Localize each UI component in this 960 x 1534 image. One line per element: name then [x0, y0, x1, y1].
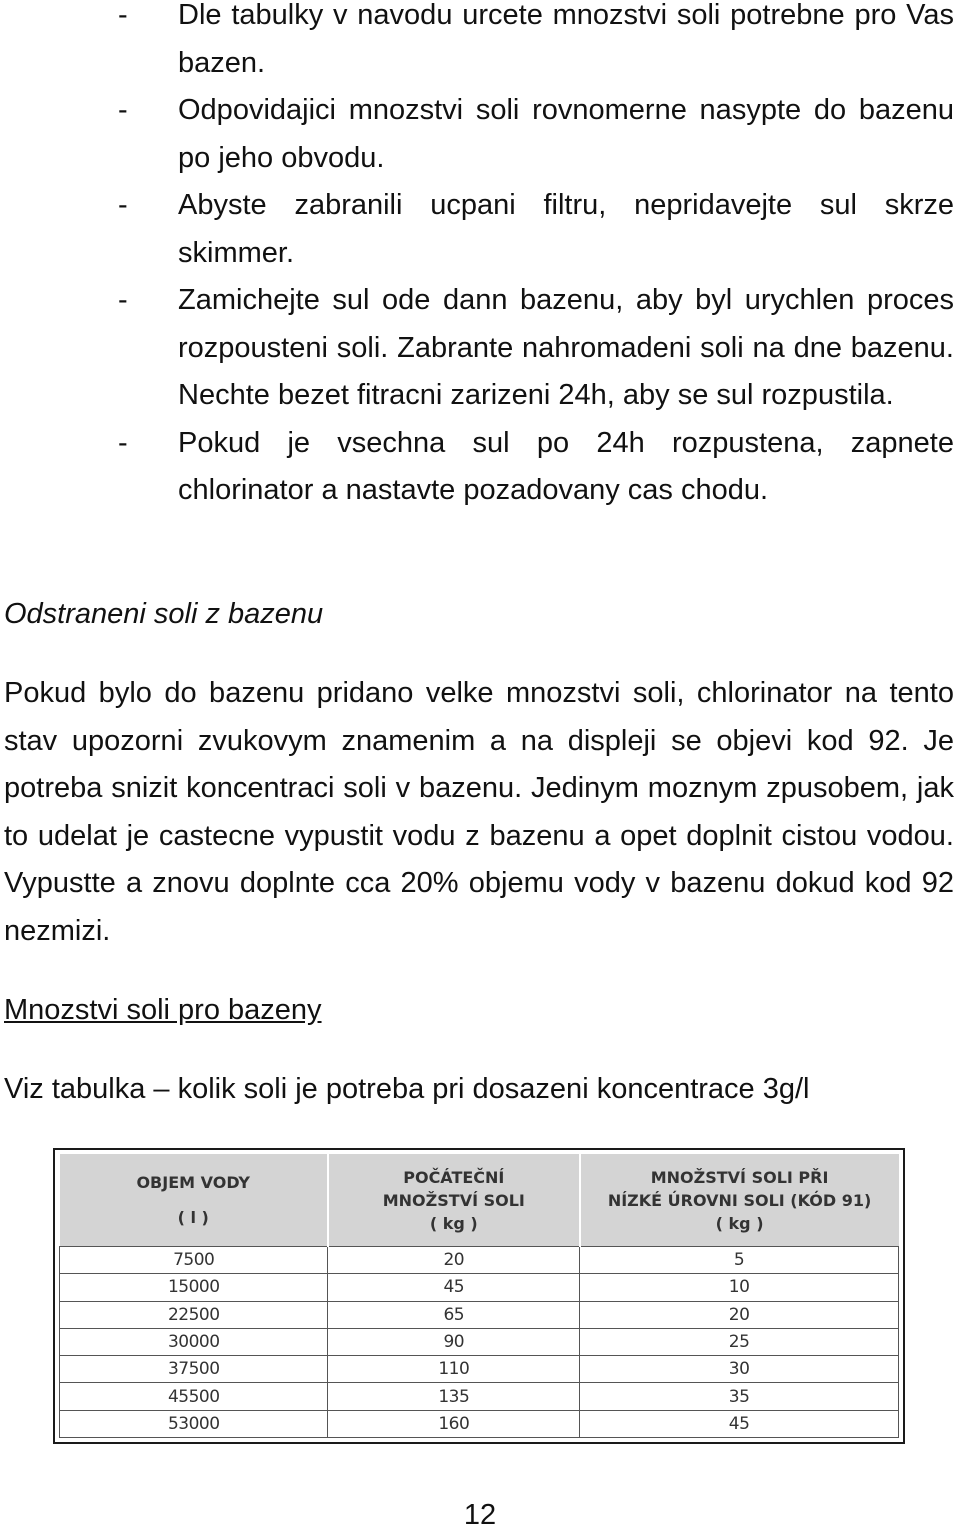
water-volume-cell: 37500	[60, 1356, 328, 1383]
water-volume-cell: 45500	[60, 1383, 328, 1410]
bullet-dash: -	[118, 0, 128, 31]
low-salt-cell: 10	[580, 1274, 899, 1301]
list-item-text: Abyste zabranili ucpani filtru, nepridavejte sul skrze skimmer.	[178, 189, 954, 269]
low-salt-cell: 35	[580, 1383, 899, 1410]
water-volume-cell: 53000	[60, 1410, 328, 1437]
header-line: NÍZKÉ ÚROVNI SOLI (KÓD 91)	[607, 1190, 872, 1210]
low-salt-cell: 5	[580, 1247, 899, 1274]
list-item-text: Pokud je vsechna sul po 24h rozpustena, zapnete chlorinator a nastavte pozadovany cas chodu.	[178, 426, 954, 506]
list-item	[0, 420, 960, 515]
table-row	[60, 1274, 899, 1301]
column-header-initial-salt	[328, 1154, 580, 1247]
low-salt-cell: 25	[580, 1328, 899, 1355]
page-number: 12	[463, 1499, 497, 1531]
table-row	[60, 1410, 899, 1437]
header-line: MNOŽSTVÍ SOLI	[382, 1190, 525, 1210]
salt-table	[59, 1154, 899, 1438]
header-line: OBJEM VODY	[136, 1173, 251, 1192]
low-salt-cell: 30	[580, 1356, 899, 1383]
bullet-dash: -	[118, 426, 128, 459]
bullet-dash: -	[118, 284, 128, 316]
table-row	[60, 1328, 899, 1355]
column-header-low-salt	[580, 1154, 899, 1247]
header-line: POČÁTEČNÍ	[403, 1167, 505, 1187]
list-item-text: Odpovidajici mnozstvi soli rovnomerne nasypte do bazenu po jeho obvodu.	[178, 94, 954, 174]
table-row	[60, 1383, 899, 1410]
salt-amount-heading: Mnozstvi soli pro bazeny	[4, 994, 322, 1026]
table-intro: Viz tabulka – kolik soli je potreba pri dosazeni koncentrace 3g/l	[4, 1073, 810, 1105]
table-row	[60, 1356, 899, 1383]
salt-removal-heading: Odstraneni soli z bazenu	[4, 598, 324, 630]
instruction-list	[0, 0, 960, 515]
table-row	[60, 1247, 899, 1274]
bullet-dash: -	[118, 94, 128, 126]
water-volume-cell: 30000	[60, 1328, 328, 1355]
initial-salt-cell: 90	[328, 1328, 580, 1355]
table-row	[60, 1301, 899, 1328]
initial-salt-cell: 110	[328, 1356, 580, 1383]
initial-salt-cell: 45	[328, 1274, 580, 1301]
water-volume-cell: 7500	[60, 1247, 328, 1274]
water-volume-cell: 15000	[60, 1274, 328, 1301]
list-item-text: Dle tabulky v navodu urcete mnozstvi soli potrebne pro Vas bazen.	[178, 0, 954, 79]
salt-removal-paragraph: Pokud bylo do bazenu pridano velke mnozstvi soli, chlorinator na tento stav upozorni zvukovym znamenim a na displeji se objevi kod 92. Je potreba snizit koncentraci soli v bazenu. Jedinym moznym zpusobem, jak to udelat je castecne vypustit vodu z bazenu a opet doplnit cistou vodou. Vypustte a znovu doplnte cca 20% objemu vody v bazenu dokud kod 92 nezmizi.	[4, 677, 954, 947]
header-line: MNOŽSTVÍ SOLI PŘI	[650, 1167, 829, 1187]
column-header-water-volume	[60, 1154, 328, 1247]
list-item	[0, 182, 960, 277]
list-item	[0, 87, 960, 182]
header-unit: ( l )	[177, 1208, 209, 1227]
salt-table-frame	[53, 1148, 905, 1444]
list-item	[0, 277, 960, 420]
header-unit: ( kg )	[429, 1213, 478, 1233]
table-header-row	[60, 1154, 899, 1247]
initial-salt-cell: 135	[328, 1383, 580, 1410]
header-unit: ( kg )	[715, 1213, 764, 1233]
list-item-text: Zamichejte sul ode dann bazenu, aby byl urychlen proces rozpousteni soli. Zabrante nahromadeni soli na dne bazenu. Nechte bezet fitracni zarizeni 24h, aby se sul rozpustila.	[178, 284, 954, 411]
list-item	[0, 0, 960, 87]
initial-salt-cell: 65	[328, 1301, 580, 1328]
water-volume-cell: 22500	[60, 1301, 328, 1328]
bullet-dash: -	[118, 189, 128, 221]
initial-salt-cell: 20	[328, 1247, 580, 1274]
low-salt-cell: 45	[580, 1410, 899, 1437]
initial-salt-cell: 160	[328, 1410, 580, 1437]
low-salt-cell: 20	[580, 1301, 899, 1328]
